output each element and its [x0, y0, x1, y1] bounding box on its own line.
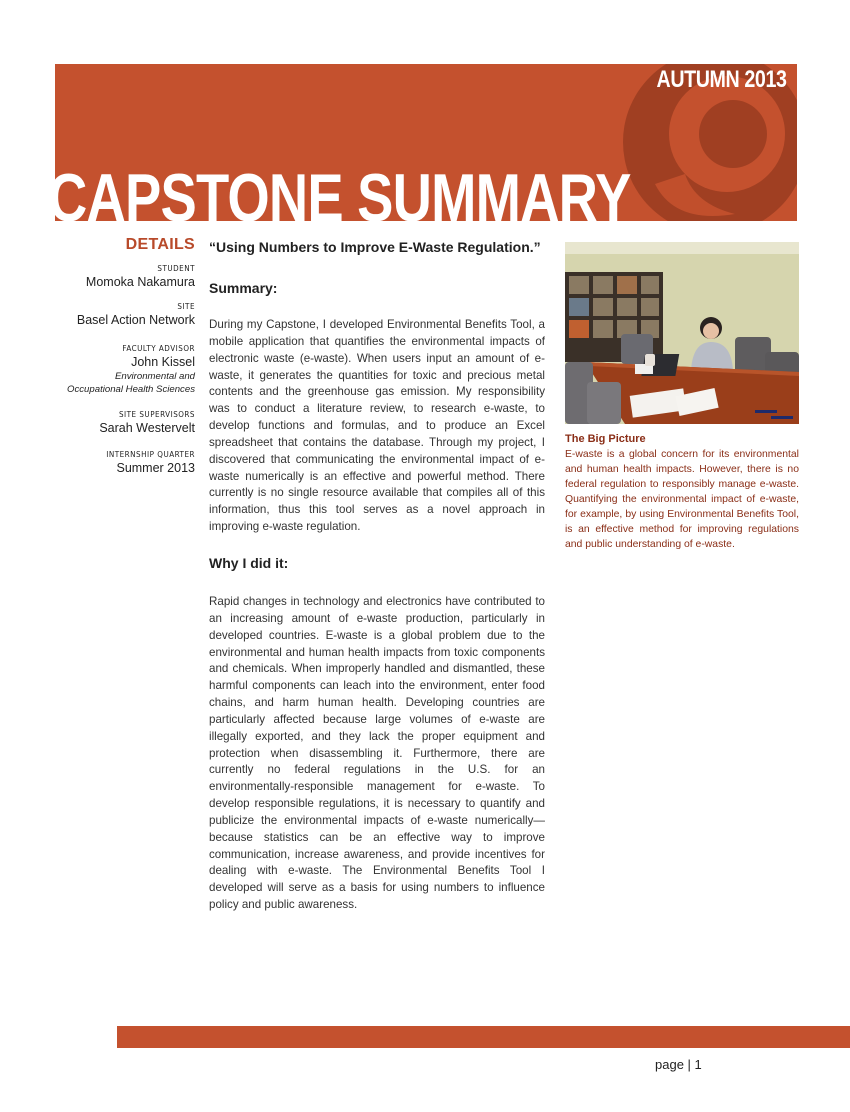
- page-title: CAPSTONE SUMMARY: [48, 160, 631, 236]
- site-label: SITE: [177, 302, 195, 311]
- main-content: [209, 238, 545, 914]
- internship-quarter-value: Summer 2013: [116, 461, 195, 475]
- student-photo: [565, 242, 799, 424]
- page-number: page | 1: [655, 1057, 702, 1072]
- why-heading: Why I did it:: [209, 554, 289, 571]
- season-label: AUTUMN 2013: [656, 66, 787, 93]
- caption-title: The Big Picture: [565, 433, 646, 445]
- site-name: Basel Action Network: [76, 313, 195, 327]
- why-body: Rapid changes in technology and electronics have contributed to an increasing amount of e-waste production, particularly in developed countries. E-waste is a global problem due to the environmental and human health impacts from toxic components and chemicals. When improperly handled and dismantled, these harmful components can leach into the environment, enter food chains, and harm human health. Developing countries are particularly affected because large volumes of e-waste are illegally exported, and they lack the proper equipment and protection when disassembling it. Furthermore, there are currently no federal regulations in the U.S. for an environmentally-responsible management for e-waste. To develop responsible regulations, it is necessary to quantify and publicize the environmental impacts of e-waste numerically—because statistics can be an effective way to improve communication, increase awareness, and provide incentives for dealing with e-waste. The Environmental Benefits Tool I developed will serve as a basis for using numbers to influence policy and public awareness.: [209, 594, 545, 912]
- faculty-advisor-dept-line2: Occupational Health Sciences: [67, 384, 195, 395]
- site-supervisors-name: Sarah Westervelt: [99, 421, 195, 435]
- summary-heading: Summary:: [209, 280, 278, 296]
- student-label: STUDENT: [157, 264, 195, 273]
- student-name: Momoka Nakamura: [85, 275, 195, 289]
- summary-body: During my Capstone, I developed Environmental Benefits Tool, a mobile application that quantifies the environmental impacts of electronic waste (e-waste). When users input an amount of e-waste, it generates the quantities for toxic and precious metal contents and the greenhouse gas emission. My responsibility was to conduct a literature review, to research e-waste, to develop functions and formulas, and to produce an Excel spreadsheet that contains the database. Through my project, I discovered that communicating the environmental impact of e-waste numerically is an effective and powerful method. There currently is no single resource available that compiles all of this information, thus this tool serves as a novel approach in improving e-waste regulation.: [209, 318, 545, 534]
- photo-illustration: [565, 242, 799, 424]
- faculty-advisor-dept-line1: Environmental and: [115, 371, 195, 382]
- footer-bar: [117, 1026, 850, 1048]
- details-heading: DETAILS: [125, 236, 195, 253]
- caption-body: E-waste is a global concern for its environmental and human health impacts. However, there is no federal regulation to responsibly manage e-waste. Quantifying the environmental impact of e-waste, for example, by using Environmental Benefits Tool, is an effective method for improving regulations and public understanding of e-waste.: [565, 449, 799, 550]
- big-picture-caption: [565, 432, 799, 552]
- faculty-advisor-label: FACULTY ADVISOR: [122, 344, 195, 353]
- faculty-advisor-name: John Kissel: [131, 355, 195, 369]
- project-title: “Using Numbers to Improve E-Waste Regulation.”: [209, 239, 541, 255]
- internship-quarter-label: INTERNSHIP QUARTER: [106, 450, 195, 459]
- site-supervisors-label: SITE SUPERVISORS: [118, 410, 195, 419]
- details-sidebar: [55, 236, 195, 476]
